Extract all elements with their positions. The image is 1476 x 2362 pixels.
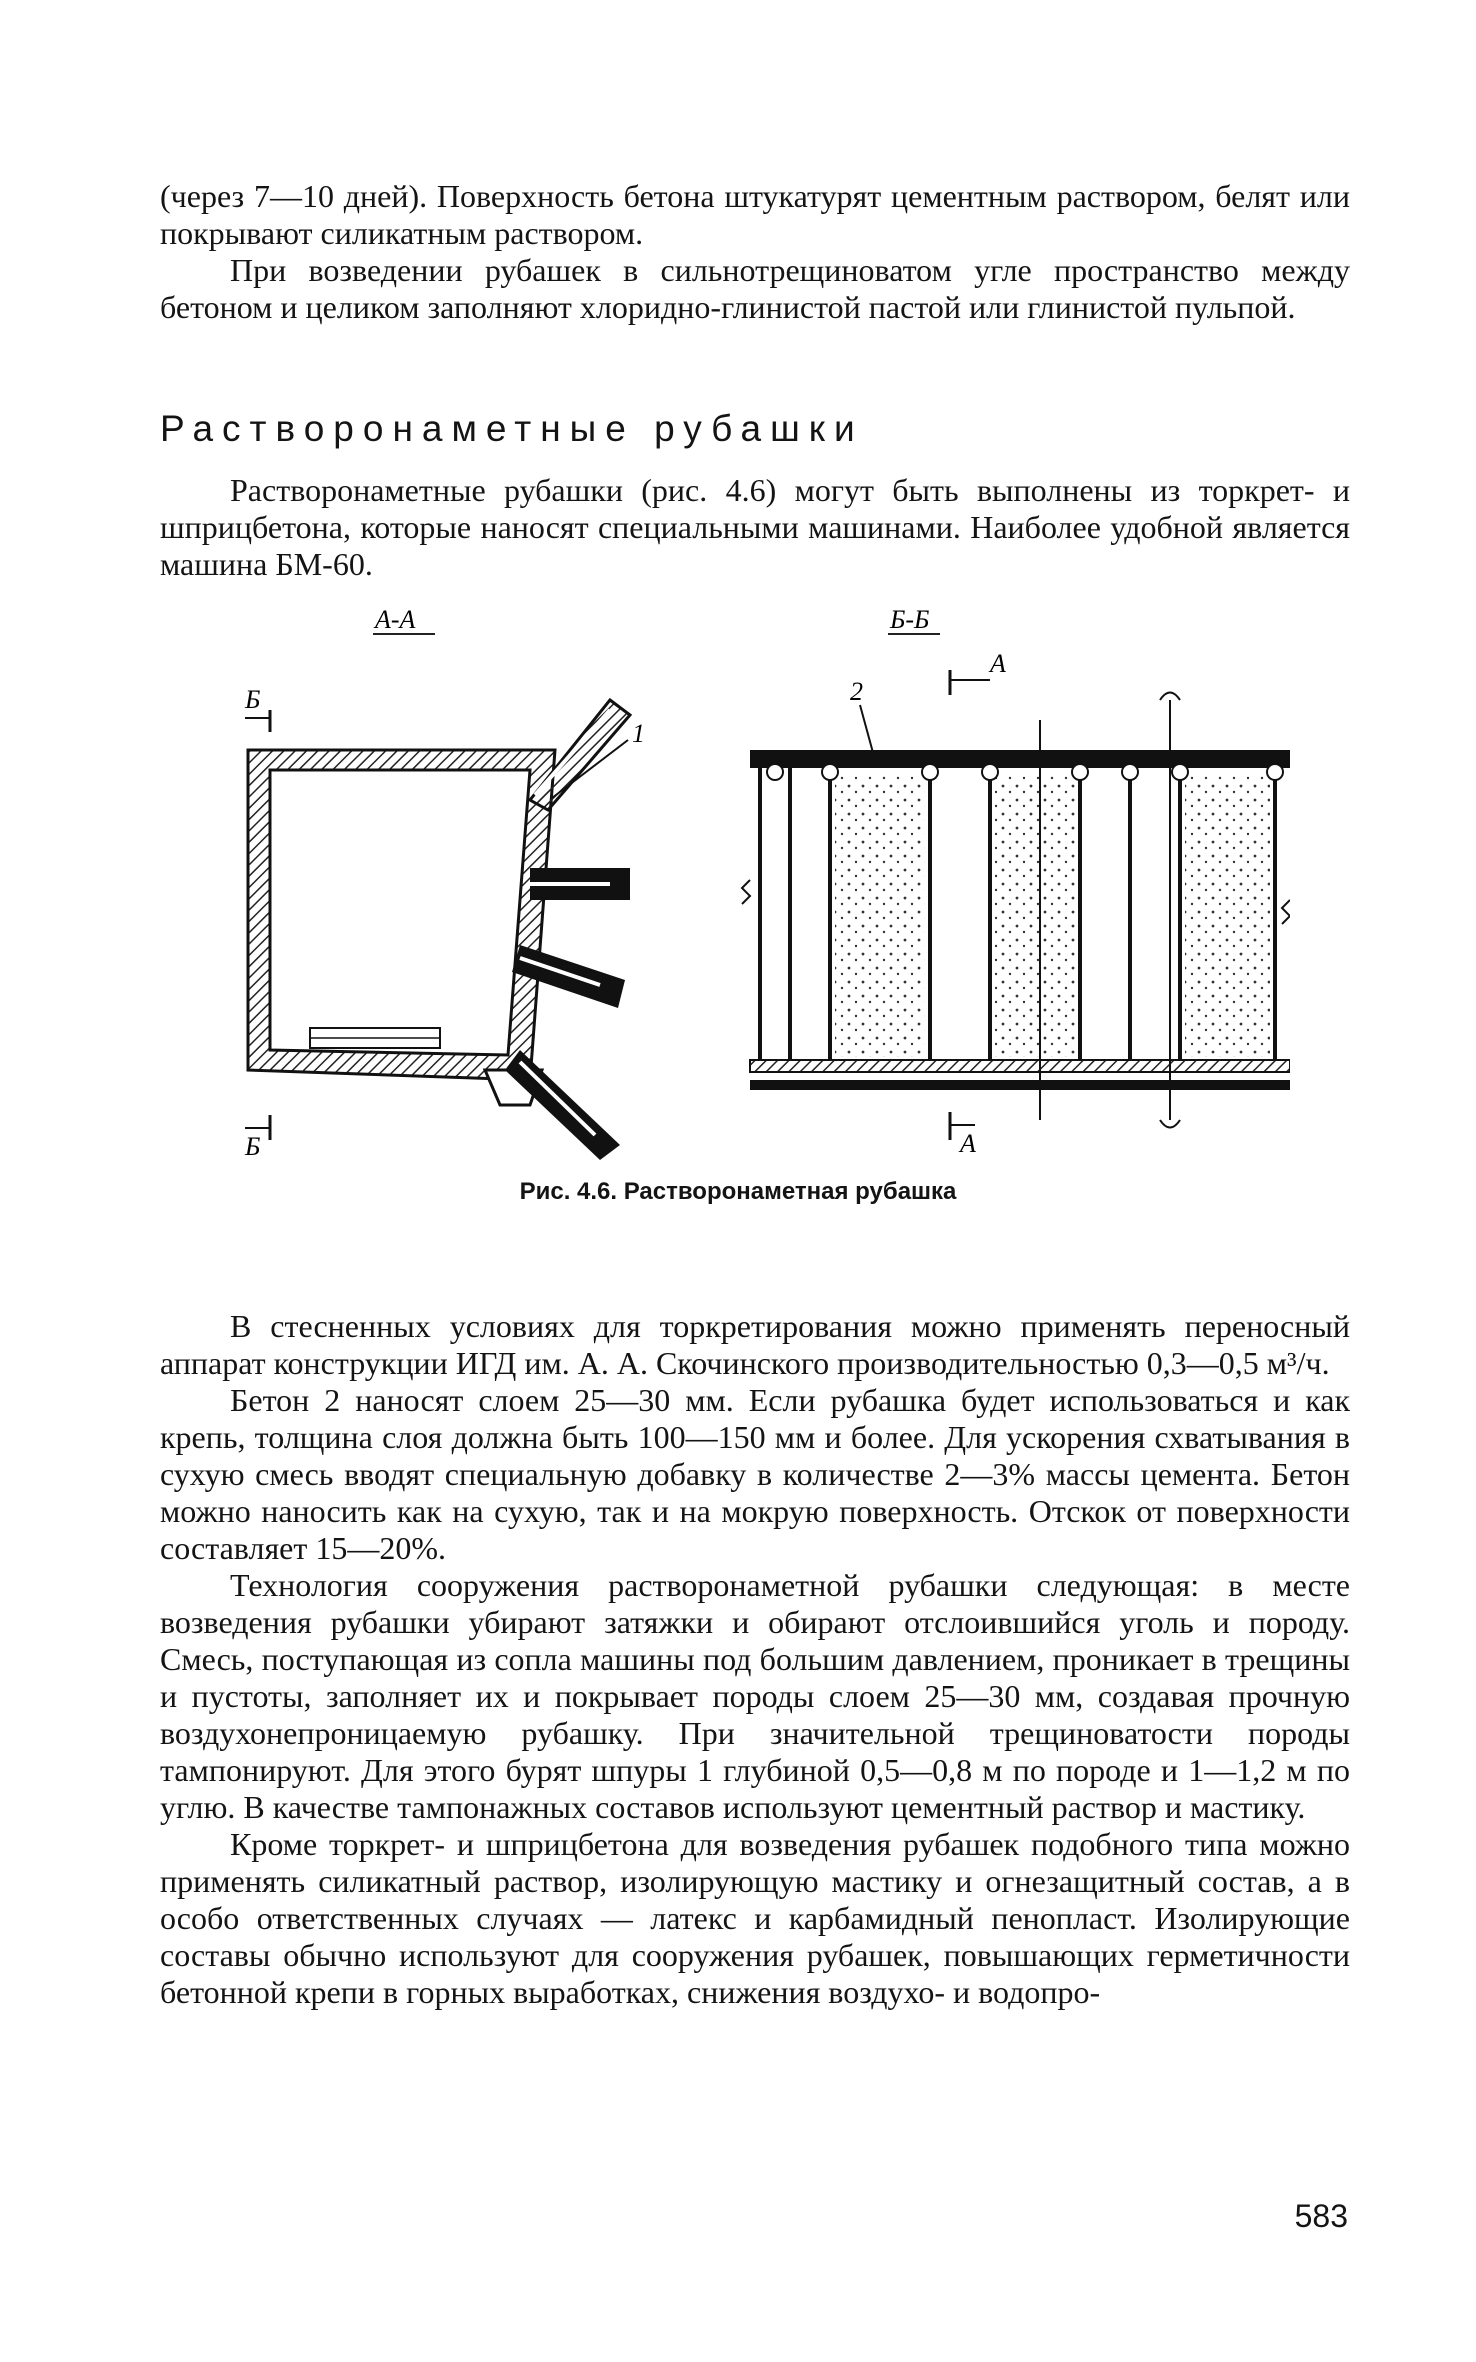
right-section-title: Б-Б [890, 605, 930, 634]
paragraph-continuation: (через 7—10 дней). Поверхность бетона штукатурят цементным раствором, белят или покрывают силикатным раствором. [160, 178, 1350, 251]
paragraph-intro: Растворонаметные рубашки (рис. 4.6) могут быть выполнены из торкрет- и шприцбетона, которые наносят специальными машинами. Наиболее удобной является машина БМ-60. [160, 472, 1350, 582]
figure-caption: Рис. 4.6. Растворонаметная рубашка [519, 1178, 957, 1205]
label-b-top: Б [245, 685, 261, 714]
body-text-block [160, 1308, 1350, 2011]
concrete-zone-1 [835, 775, 925, 1057]
label-b-bottom: Б [245, 1132, 261, 1160]
concrete-zone-3 [1185, 775, 1270, 1057]
paragraph-concrete-layer: Бетон 2 наносят слоем 25—30 мм. Если рубашка будет использоваться и как крепь, толщина слоя должна быть 100—150 мм и более. Для ускорения схватывания в сухую смесь вводят специальную добавку в количестве 2—3% массы цемента. Бетон можно наносить как на сухую, так и на мокрую поверхность. Отскок от поверхности составляет 15—20%. [160, 1382, 1350, 1566]
section-heading: Растворонаметные рубашки [160, 408, 864, 449]
section-b-b [742, 605, 1290, 1158]
left-section-title: А-А [375, 605, 416, 634]
paragraph-technology: Технология сооружения растворонаметной рубашки следующая: в месте возведения рубашки убирают затяжки и обирают отслоившийся уголь и породу. Смесь, поступающая из сопла машины под большим давлением, проникает в трещины и пустоты, заполняет их и покрывает породы слоем 25—30 мм, создавая прочную воздухонепроницаемую рубашку. При значительной трещиноватости породы тампонируют. Для этого бурят шпуры 1 глубиной 0,5—0,8 м по породе и 1—1,2 м по углю. В качестве тампонажных составов используют цементный раствор и мастику. [160, 1567, 1350, 1825]
label-a-top: А [990, 649, 1006, 678]
intro-text-block [160, 472, 1350, 583]
callout-2: 2 [850, 677, 863, 706]
section-a-a [244, 605, 645, 1160]
figure-4-6 [230, 600, 1290, 1160]
floor-band [750, 1060, 1290, 1072]
paragraph-cracked-coal: При возведении рубашек в сильнотрещиноватом угле пространство между бетоном и целиком заполняют хлоридно-глинистой пастой или глинистой пульпой. [160, 252, 1350, 325]
lining-inner [270, 770, 530, 1055]
top-text-block [160, 178, 1350, 326]
paragraph-other-materials: Кроме торкрет- и шприцбетона для возведения рубашек подобного типа можно применять силикатный раствор, изолирующую мастику и огнезащитный состав, а в особо ответственных случаях — латекс и карбамидный пенопласт. Изолирующие составы обычно используют для сооружения рубашек, повышающих герметичности бетонной крепи в горных выработках, снижения воздухо- и водопро- [160, 1826, 1350, 2010]
label-a-bottom: А [960, 1129, 976, 1158]
callout-1: 1 [632, 719, 645, 748]
figure-drawing [230, 600, 1290, 1160]
page-number: 583 [1294, 2198, 1348, 2234]
concrete-zone-2 [995, 775, 1075, 1057]
paragraph-portable-device: В стесненных условиях для торкретирования можно применять переносный аппарат конструкции ИГД им. А. А. Скочинского производительностью 0,3—0,5 м³/ч. [160, 1308, 1350, 1381]
